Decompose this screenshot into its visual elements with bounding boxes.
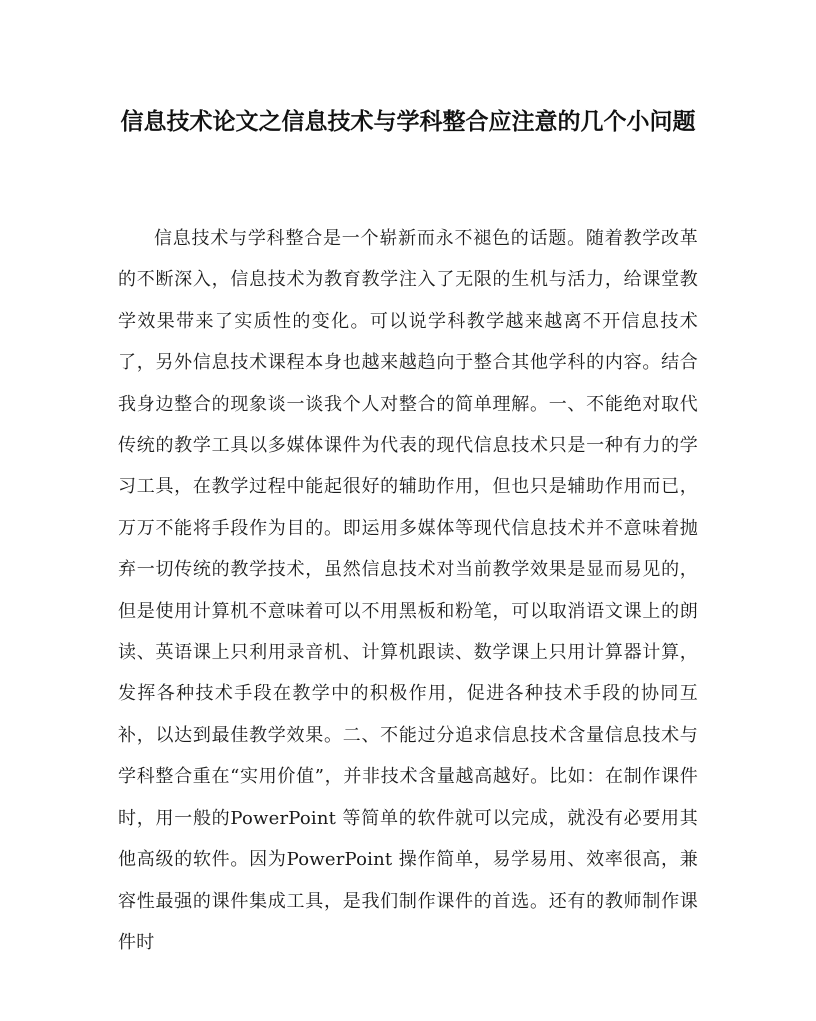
- document-title: 信息技术论文之信息技术与学科整合应注意的几个小问题: [120, 108, 696, 135]
- document-body-paragraph: 信息技术与学科整合是一个崭新而永不褪色的话题。随着教学改革的不断深入，信息技术为教育教学注入了无限的生机与活力，给课堂教学效果带来了实质性的变化。可以说学科教学越来越离不开信息技术了，另外信息技术课程本身也越来越趋向于整合其他学科的内容。结合我身边整合的现象谈一谈我个人对整合的简单理解。一、不能绝对取代传统的教学工具以多媒体课件为代表的现代信息技术只是一种有力的学习工具，在教学过程中能起很好的辅助作用，但也只是辅助作用而已，万万不能将手段作为目的。即运用多媒体等现代信息技术并不意味着抛弃一切传统的教学技术，虽然信息技术对当前教学效果是显而易见的，但是使用计算机不意味着可以不用黑板和粉笔，可以取消语文课上的朗读、英语课上只利用录音机、计算机跟读、数学课上只用计算器计算，发挥各种技术手段在教学中的积极作用，促进各种技术手段的协同互补，以达到最佳教学效果。二、不能过分追求信息技术含量信息技术与学科整合重在“实用价值”，并非技术含量越高越好。比如：在制作课件时，用一般的PowerPoint 等简单的软件就可以完成，就没有必要用其他高级的软件。因为PowerPoint 操作简单，易学易用、效率很高，兼容性最强的课件集成工具，是我们制作课件的首选。还有的教师制作课件时: [118, 228, 698, 953]
